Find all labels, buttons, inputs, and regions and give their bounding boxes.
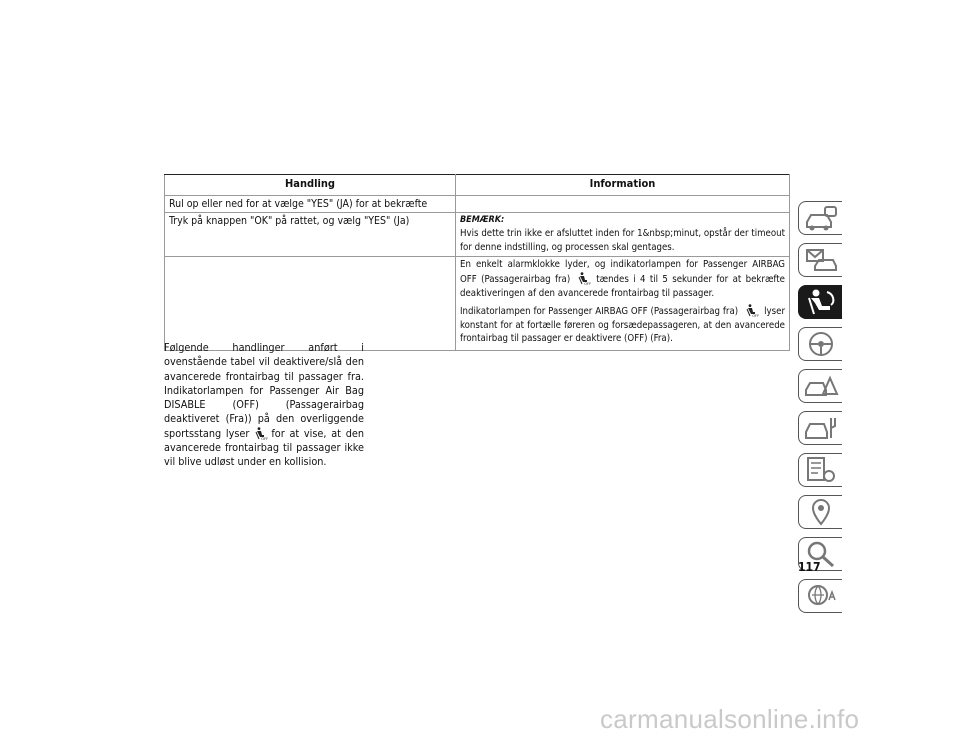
body-paragraph [164,341,364,470]
table-row [165,195,790,212]
car-mail-icon [803,246,839,274]
info-paragraph [460,304,785,347]
seated-passenger-airbag-icon [803,288,839,316]
table-header-row [165,175,790,196]
tab-safety[interactable] [798,285,842,319]
table-cell-information [456,256,790,350]
car-tools-icon [803,414,839,442]
table-row [165,256,790,350]
info-text: lyser konstant for at fortælle føreren og forsædepassageren, at den avancerede frontairbag til passager er deaktivere (OFF) (Fra). [460,305,785,345]
page-number: 117 [798,560,821,574]
body-text: for at vise, at den avancerede frontairbag til passager ikke vil blive udløst under en kollision. [164,426,364,469]
info-table [164,174,790,351]
column-header-action: Handling [165,175,456,196]
chapter-tabs [794,201,842,621]
checklist-gear-icon [803,456,839,484]
info-paragraph [460,258,785,301]
table-cell-information [456,213,790,257]
svg-text:OFF: OFF [752,313,760,318]
tab-index[interactable] [798,579,842,613]
note-text: Hvis dette trin ikke er afsluttet inden for 1&nbsp;minut, opstår der timeout for denne indstilling, og processen skal gentages. [460,228,785,253]
table-row [165,213,790,257]
tab-specifications[interactable] [798,453,842,487]
tab-driving[interactable] [798,327,842,361]
tab-multimedia[interactable] [798,495,842,529]
table-cell-action [165,256,456,350]
svg-text:OFF: OFF [584,281,592,286]
info-text: En enkelt alarmklokke lyder, og indikatorlampen for Passenger AIRBAG OFF (Passagerairbag fra) [460,258,785,285]
table-cell-information [456,195,790,212]
passenger-airbag-off-icon [578,272,592,286]
tab-service[interactable] [798,411,842,445]
car-warning-icon [803,372,839,400]
tab-dashboard[interactable] [798,201,842,235]
table-cell-action: Rul op eller ned for at vælge "YES" (JA) for at bekræfte [165,195,456,212]
tab-mail[interactable] [798,243,842,277]
steering-wheel-icon [803,330,839,358]
note-title: BEMÆRK: [460,215,505,226]
car-dashboard-icon [803,204,839,232]
passenger-airbag-off-icon [255,427,269,441]
column-header-information: Information [456,175,790,196]
map-pin-icon [803,498,839,526]
info-text: Indikatorlampen for Passenger AIRBAG OFF (Passagerairbag fra) [460,305,739,317]
watermark: carmanualsonline.info [600,704,860,734]
passenger-airbag-off-icon [746,304,760,318]
tab-emergency[interactable] [798,369,842,403]
svg-text:OFF: OFF [261,436,269,441]
body-text: Følgende handlinger anført i ovenstående tabel vil deaktivere/slå den avancerede frontairbag til passager fra. Indikatorlampen for Passenger Air Bag DISABLE (OFF) (Passagerairbag deaktiveret (Fra)) på den overliggende sportsstang lyser [164,341,364,440]
info-text: tændes i 4 til 5 sekunder for at bekræfte deaktiveringen af den avancerede frontairbag til passager. [460,273,785,299]
language-letters-icon [803,582,839,610]
table-cell-action: Tryk på knappen "OK" på rattet, og vælg "YES" (Ja) [165,213,456,257]
